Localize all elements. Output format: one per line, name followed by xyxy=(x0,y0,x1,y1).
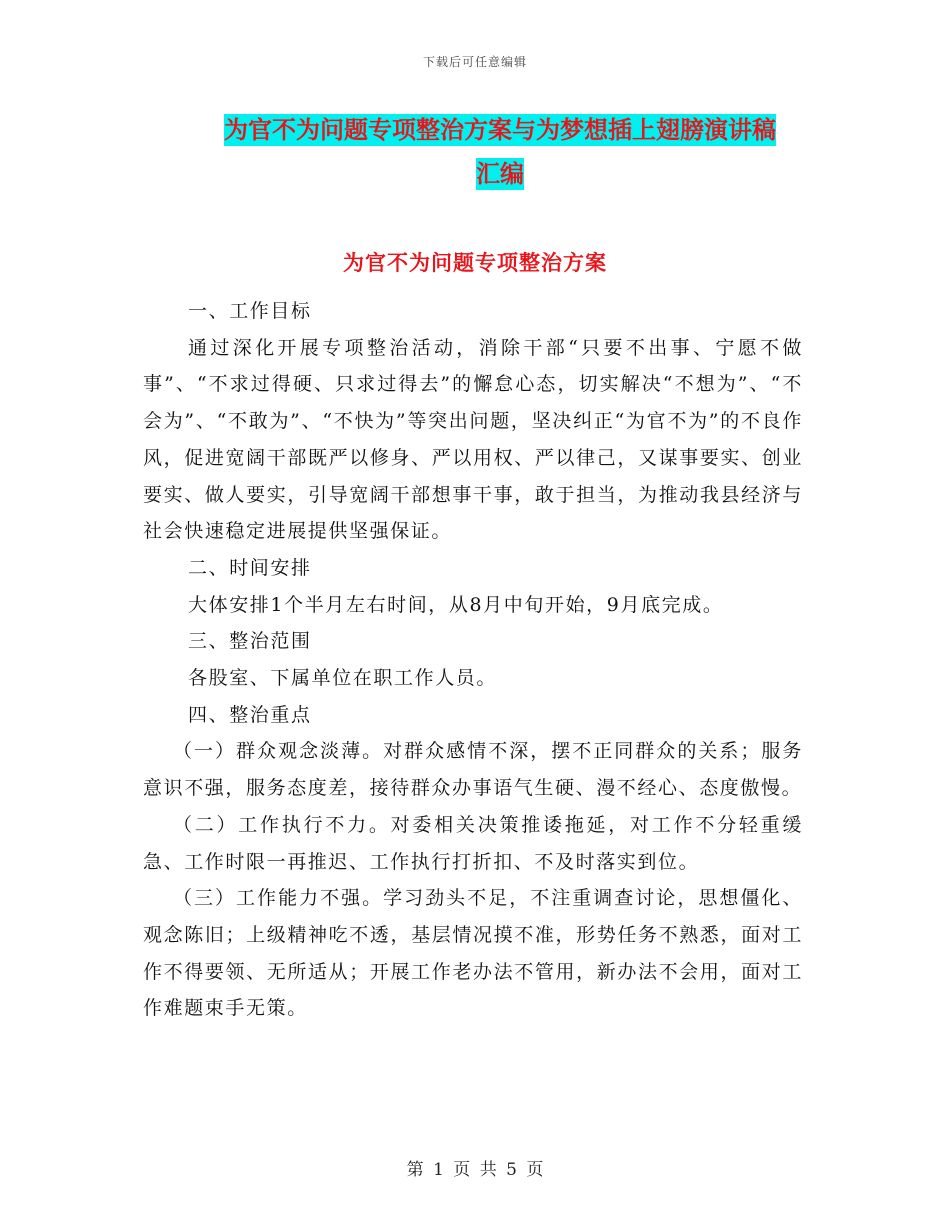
paragraph-focus-2: （二）工作执行不力。对委相关决策推诿拖延，对工作不分轻重缓急、工作时限一再推迟、工作执行打折扣、不及时落实到位。 xyxy=(143,813,803,873)
paragraph-focus-1: （一）群众观念淡薄。对群众感情不深，摆不正同群众的关系；服务意识不强，服务态度差，接待群众办事语气生硬、漫不经心、态度傲慢。 xyxy=(143,740,803,800)
paragraph-schedule: 大体安排1个半月左右时间，从8月中旬开始，9月底完成。 xyxy=(188,593,724,616)
header-note: 下载后可任意编辑 xyxy=(422,55,527,69)
heading-focus: 四、整治重点 xyxy=(188,703,312,726)
document-title xyxy=(190,108,810,196)
document-title-line2: 汇编 xyxy=(476,160,524,188)
document-title-line1: 为官不为问题专项整治方案与为梦想插上翅膀演讲稿 xyxy=(224,116,776,144)
paragraph-work-goal: 通过深化开展专项整治活动，消除干部“只要不出事、宁愿不做事”、“不求过得硬、只求过得去”的懈怠心态，切实解决“不想为”、“不会为”、“不敢为”、“不快为”等突出问题，坚决纠正“为官不为”的不良作风，促进宽阔干部既严以修身、严以用权、严以律己，又谋事要实、创业要实、做人要实，引导宽阔干部想事干事，敢于担当，为推动我县经济与社会快速稳定进展提供坚强保证。 xyxy=(143,336,803,543)
heading-scope: 三、整治范围 xyxy=(188,630,312,653)
heading-work-goal: 一、工作目标 xyxy=(188,300,312,322)
page-footer: 第 1 页 共 5 页 xyxy=(406,1160,544,1180)
paragraph-scope: 各股室、下属单位在职工作人员。 xyxy=(188,667,498,690)
document-body xyxy=(143,293,803,1027)
section-title: 为官不为问题专项整治方案 xyxy=(343,251,607,275)
paragraph-focus-3: （三）工作能力不强。学习劲头不足，不注重调查讨论，思想僵化、观念陈旧；上级精神吃不透，基层情况摸不准，形势任务不熟悉，面对工作不得要领、无所适从；开展工作老办法不管用，新办法不会用，面对工作难题束手无策。 xyxy=(143,887,803,1020)
heading-schedule: 二、时间安排 xyxy=(188,556,312,579)
